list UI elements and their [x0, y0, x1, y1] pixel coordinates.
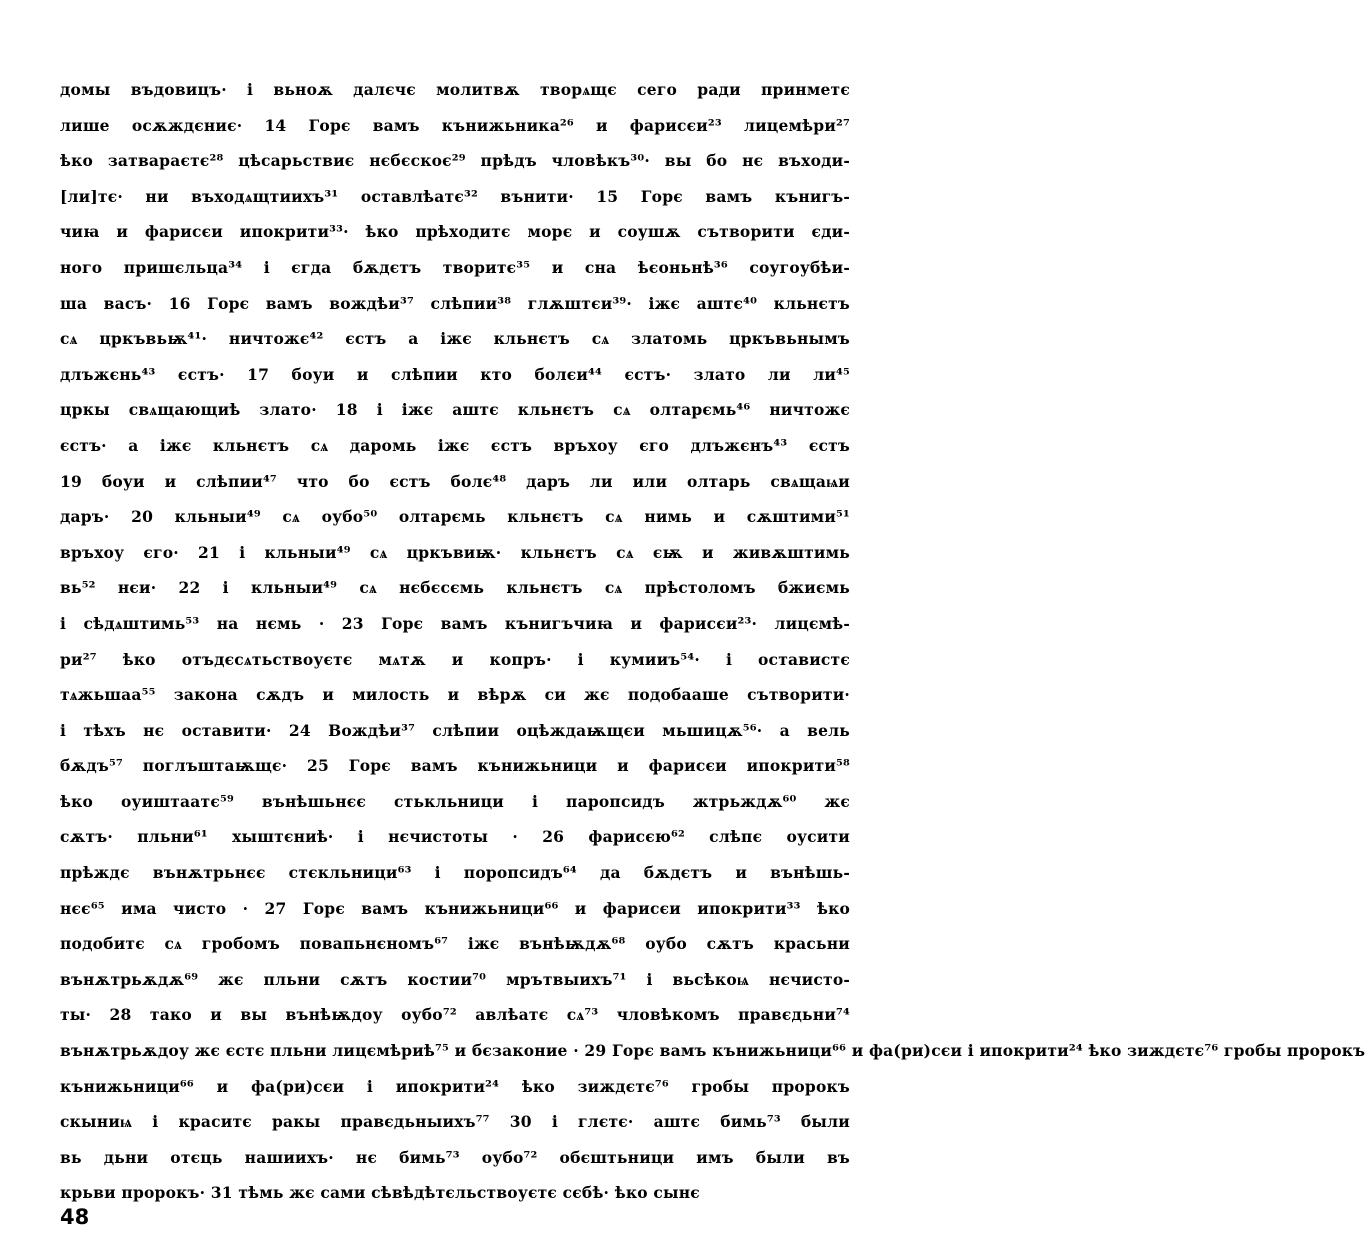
document-body: [60, 72, 1365, 1211]
text-line: і сѣдѧштимь⁵³ на нємь · 23 Горє вамъ кънигъчиꙗ и фарисєи²³· лицємѣ-: [60, 613, 850, 633]
text-line: подобитє сѧ гробомъ повапьнєномъ⁶⁷ іжє вънѣѭдѫ⁶⁸ оубо сѫтъ красьни: [60, 934, 850, 954]
text-line: ша васъ· 16 Горє вамъ вождѣи³⁷ слѣпии³⁸ глѫштєи³⁹· іжє аштє⁴⁰ кльнєтъ: [60, 293, 850, 313]
text-line: вънѫтрьѫдѫ⁶⁹ жє пльни сѫтъ костии⁷⁰ мрътвыихъ⁷¹ і вьсѣкоѩ нєчисто-: [60, 969, 850, 989]
text-line: ного пришєльца³⁴ і єгда бѫдєтъ творитє³⁵ и сна ѣєоньнѣ³⁶ соугоубѣи-: [60, 257, 850, 277]
text-line: 19 боуи и слѣпии⁴⁷ что бо єстъ болє⁴⁸ даръ ли или олтарь свѧщаѩи: [60, 471, 850, 491]
text-line: връхоу єго· 21 і кльныи⁴⁹ сѧ цркъвиѭ· кльнєтъ сѧ єѭ и живѫштимь: [60, 542, 850, 562]
text-line: лише осѫждєниє· 14 Горє вамъ кънижьника²⁶ и фарисєи²³ лицемѣри²⁷: [60, 115, 850, 135]
text-line: прѣждє вънѫтрьнєє стєкльници⁶³ і поропсидъ⁶⁴ да бѫдєтъ и вънѣшь-: [60, 863, 850, 883]
text-line: [ли]тє· ни въходѧщтиихъ³¹ оставлѣатє³² вънити· 15 Горє вамъ кънигъ-: [60, 186, 850, 206]
page-number: 48: [60, 1205, 90, 1229]
text-line: ѣко оуиштаатє⁵⁹ вънѣшьнєє стькльници і паропсидъ жтрьждѫ⁶⁰ жє: [60, 791, 850, 811]
text-line: нєє⁶⁵ има чисто · 27 Горє вамъ кънижьници⁶⁶ и фарисєи ипокрити³³ ѣко: [60, 898, 850, 918]
text-line: скыниѩ і краситє ракы правєдьныихъ⁷⁷ 30 і глєтє· аштє бимь⁷³ были: [60, 1112, 850, 1132]
text-line: длъжєнь⁴³ єстъ· 17 боуи и слѣпии кто болєи⁴⁴ єстъ· злато ли ли⁴⁵: [60, 364, 850, 384]
text-line: сѧ цркъвьѭ⁴¹· ничтожє⁴² єстъ а іжє кльнєтъ сѧ златомь цркъвьнымъ: [60, 329, 850, 349]
text-line: сѫтъ· пльни⁶¹ хыштєниѣ· і нєчистоты · 26 фарисєю⁶² слѣпє оусити: [60, 827, 850, 847]
text-line: ты· 28 тако и вы вънѣѭдоу оубо⁷² авлѣатє сѧ⁷³ чловѣкомъ правєдьни⁷⁴: [60, 1005, 850, 1025]
text-line: даръ· 20 кльныи⁴⁹ сѧ оубо⁵⁰ олтарємь кльнєтъ сѧ нимь и сѫштими⁵¹: [60, 507, 850, 527]
text-line: бѫдъ⁵⁷ поглъштаѭщє· 25 Горє вамъ кънижьници и фарисєи ипокрити⁵⁸: [60, 756, 850, 776]
text-line: вь⁵² нєи· 22 і кльныи⁴⁹ сѧ нєбєсємь кльнєтъ сѧ прѣстоломъ бжиємь: [60, 578, 850, 598]
text-line: вънѫтрьѫдоу жє єстє пльни лицємѣриѣ⁷⁵ и бєзаконие · 29 Горє вамъ кънижьници⁶⁶ и фа(ри)сєи і ипокрити²⁴ ѣко зиждєтє⁷⁶ гробы пророкъ: [60, 1041, 1365, 1061]
text-line: крьви пророкъ· 31 тѣмь жє сами сѣвѣдѣтєльствоуєтє сєбѣ· ѣко сынє: [60, 1183, 700, 1203]
text-line: домы въдовицъ· і вьноѫ далєчє молитвѫ творѧщє сего ради принметє: [60, 80, 850, 99]
text-line: єстъ· а іжє кльнєтъ сѧ даромь іжє єстъ връхоу єго длъжєнъ⁴³ єстъ: [60, 435, 850, 455]
text-line: цркы свѧщающиѣ злато· 18 і іжє аштє кльнєтъ сѧ олтарємь⁴⁶ ничтожє: [60, 400, 850, 420]
text-line: тѧжьшаа⁵⁵ закона сѫдъ и милость и вѣрѫ си жє подобааше сътворити·: [60, 685, 850, 705]
text-line: і тѣхъ нє оставити· 24 Вождѣи³⁷ слѣпии оцѣждаѭщєи мьшицѫ⁵⁶· а вель: [60, 720, 850, 740]
text-line: ѣко затвараєтє²⁸ цѣсарьствиє нєбєскоє²⁹ прѣдъ чловѣкъ³⁰· вы бо нє въходи-: [60, 151, 850, 171]
text-line: ри²⁷ ѣко отъдєсѧтьствоуєтє мѧтѫ и копръ· і кумииъ⁵⁴· і оставистє: [60, 649, 850, 669]
text-line: вь дьни отєць нашиихъ· нє бимь⁷³ оубо⁷² обєштьници имъ были въ: [60, 1147, 850, 1167]
text-line: чиꙗ и фарисєи ипокрити³³· ѣко прѣходитє морє и соушѫ сътворити єди-: [60, 222, 850, 242]
text-line: кънижьници⁶⁶ и фа(ри)сєи і ипокрити²⁴ ѣко зиждєтє⁷⁶ гробы пророкъ: [60, 1076, 850, 1096]
